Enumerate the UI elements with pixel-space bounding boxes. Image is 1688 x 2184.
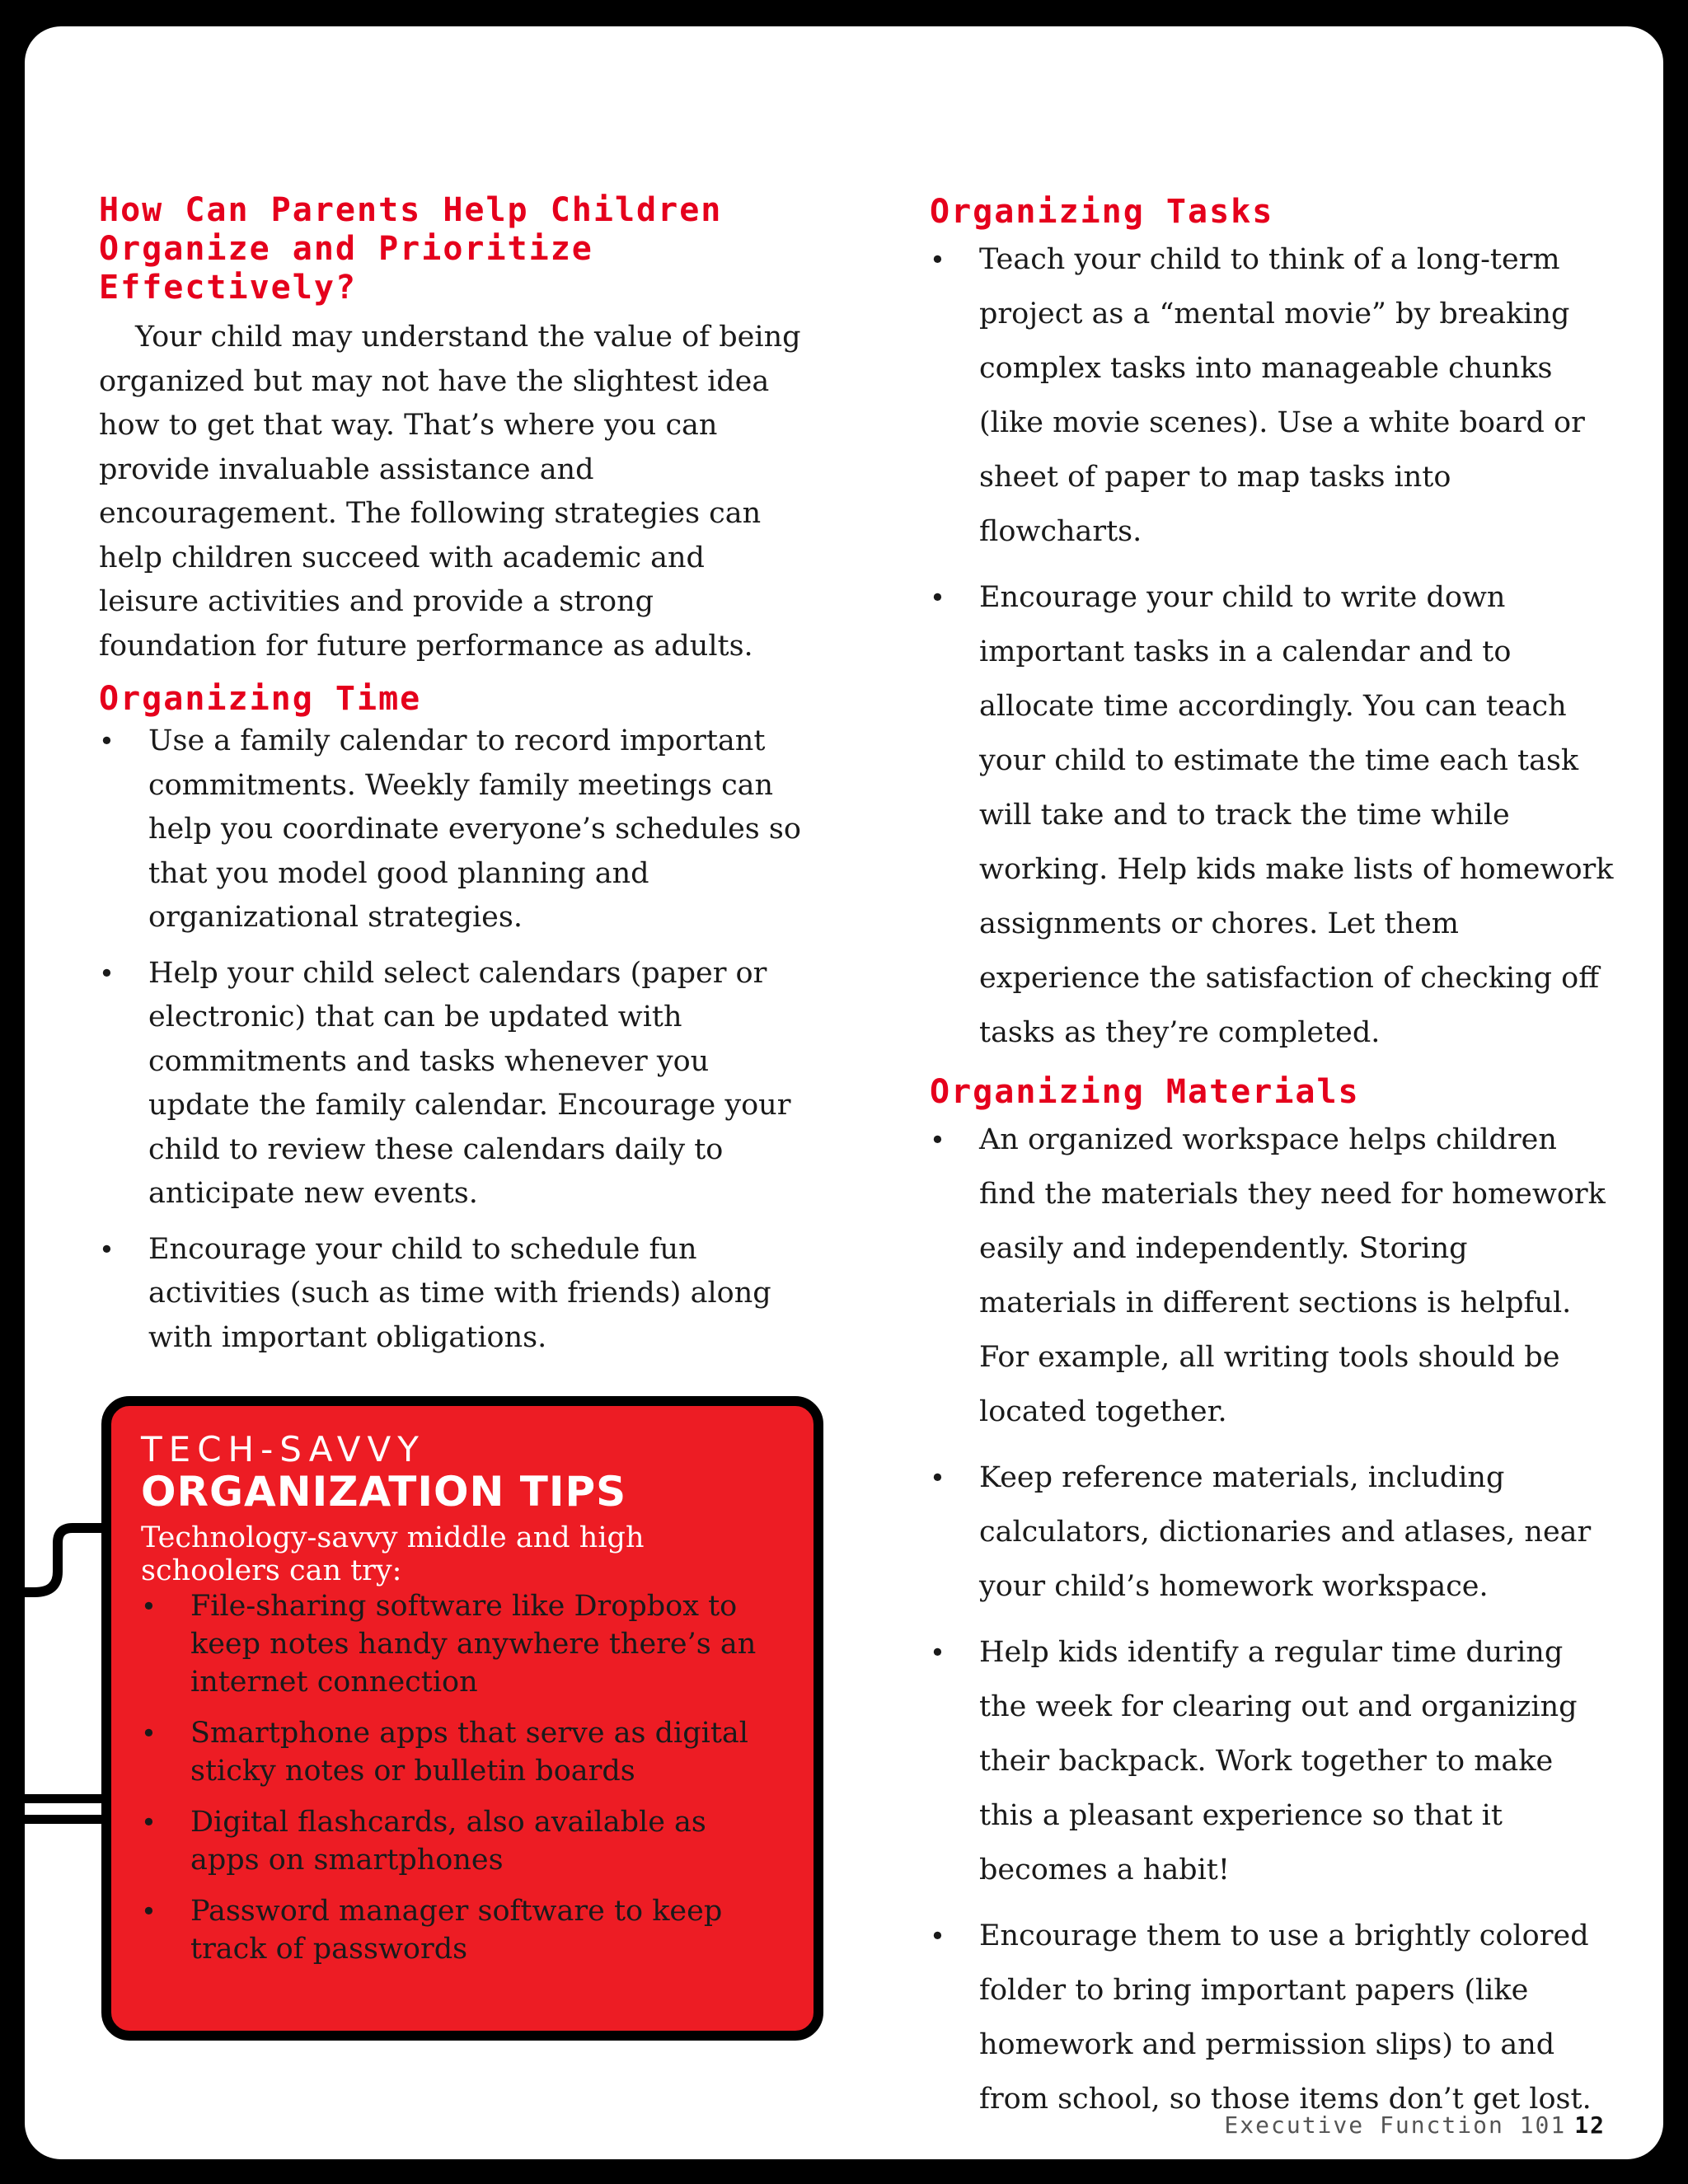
footer-title: Executive Function 101 <box>1224 2111 1567 2139</box>
bullet-icon: • <box>930 1920 945 1952</box>
bullet-icon: • <box>99 725 115 757</box>
right-column <box>930 191 1614 2138</box>
bullet-icon: • <box>930 1637 945 1668</box>
bullet-icon: • <box>930 1462 945 1493</box>
bullet-icon: • <box>99 957 115 989</box>
connector-ornament <box>25 1510 107 1856</box>
organizing-materials-list <box>930 1113 1614 2126</box>
list-item: • Help kids identify a regular time during the week for clearing out and organizing their backpack. Work together to make this a pleasant experience so that it becomes a habit! <box>930 1625 1614 1897</box>
list-item: • Encourage them to use a brightly colored folder to bring important papers (like homework and permission slips) to and from school, so those items don’t get lost. <box>930 1909 1614 2126</box>
page <box>25 26 1663 2159</box>
page-number: 12 <box>1574 2111 1606 2139</box>
organizing-time-list <box>99 719 808 1360</box>
tips-intro: Technology-savvy middle and high schoolers can try: <box>141 1521 645 1587</box>
list-item: • Use a family calendar to record important commitments. Weekly family meetings can help you coordinate everyone’s schedules so that you model good planning and organizational strategies. <box>99 719 808 940</box>
organizing-time-heading: Organizing Time <box>99 680 422 718</box>
list-item: • Keep reference materials, including calculators, dictionaries and atlases, near your child’s homework workspace. <box>930 1451 1614 1614</box>
organizing-tasks-heading: Organizing Tasks <box>930 193 1274 231</box>
organizing-materials-heading: Organizing Materials <box>930 1073 1360 1111</box>
tips-kicker: TECH-SAVVY <box>141 1429 425 1469</box>
bullet-icon: • <box>141 1718 157 1749</box>
left-column <box>99 191 808 1371</box>
list-item: • Encourage your child to write down important tasks in a calendar and to allocate time accordingly. You can teach your child to estimate the time each task will take and to track the time while working. Help kids make lists of homework assignments or chores. Let them experience the satisfaction of checking off tasks as they’re completed. <box>930 570 1614 1060</box>
page-footer <box>1224 2111 1606 2139</box>
bullet-icon: • <box>930 1124 945 1155</box>
list-item: • Teach your child to think of a long-term project as a “mental movie” by breaking complex tasks into manageable chunks (like movie scenes). Use a white board or sheet of paper to map tasks into flowcharts. <box>930 232 1614 559</box>
list-item: • Digital flashcards, also available as apps on smartphones <box>141 1803 781 1879</box>
bullet-icon: • <box>99 1233 115 1265</box>
list-item: • An organized workspace helps children find the materials they need for homework easily and independently. Storing materials in different sections is helpful. For example, all writing tools should be located together. <box>930 1113 1614 1439</box>
list-item: • Smartphone apps that serve as digital sticky notes or bulletin boards <box>141 1714 781 1790</box>
bullet-icon: • <box>141 1896 157 1927</box>
tech-tips-box <box>101 1396 823 2041</box>
organizing-tasks-list <box>930 232 1614 1060</box>
list-item: • Password manager software to keep track of passwords <box>141 1892 781 1968</box>
bullet-icon: • <box>141 1591 157 1622</box>
bullet-icon: • <box>930 244 945 275</box>
bullet-icon: • <box>930 582 945 613</box>
list-item: • File-sharing software like Dropbox to keep notes handy anywhere there’s an internet connection <box>141 1587 781 1701</box>
list-item: • Encourage your child to schedule fun activities (such as time with friends) along with important obligations. <box>99 1228 808 1361</box>
tips-title: ORGANIZATION TIPS <box>141 1468 627 1516</box>
bullet-icon: • <box>141 1807 157 1838</box>
tips-list <box>141 1587 781 1968</box>
main-heading: How Can Parents Help Children Organize and Prioritize Effectively? <box>99 191 723 307</box>
intro-paragraph: Your child may understand the value of being organized but may not have the slightest idea how to get that way. That’s where you can provide invaluable assistance and encouragement. The following strategies can help children succeed with academic and leisure activities and provide a strong foundation for future performance as adults. <box>99 321 801 663</box>
list-item: • Help your child select calendars (paper or electronic) that can be updated with commitments and tasks whenever you update the family calendar. Encourage your child to review these calendars daily to anticipate new events. <box>99 952 808 1216</box>
